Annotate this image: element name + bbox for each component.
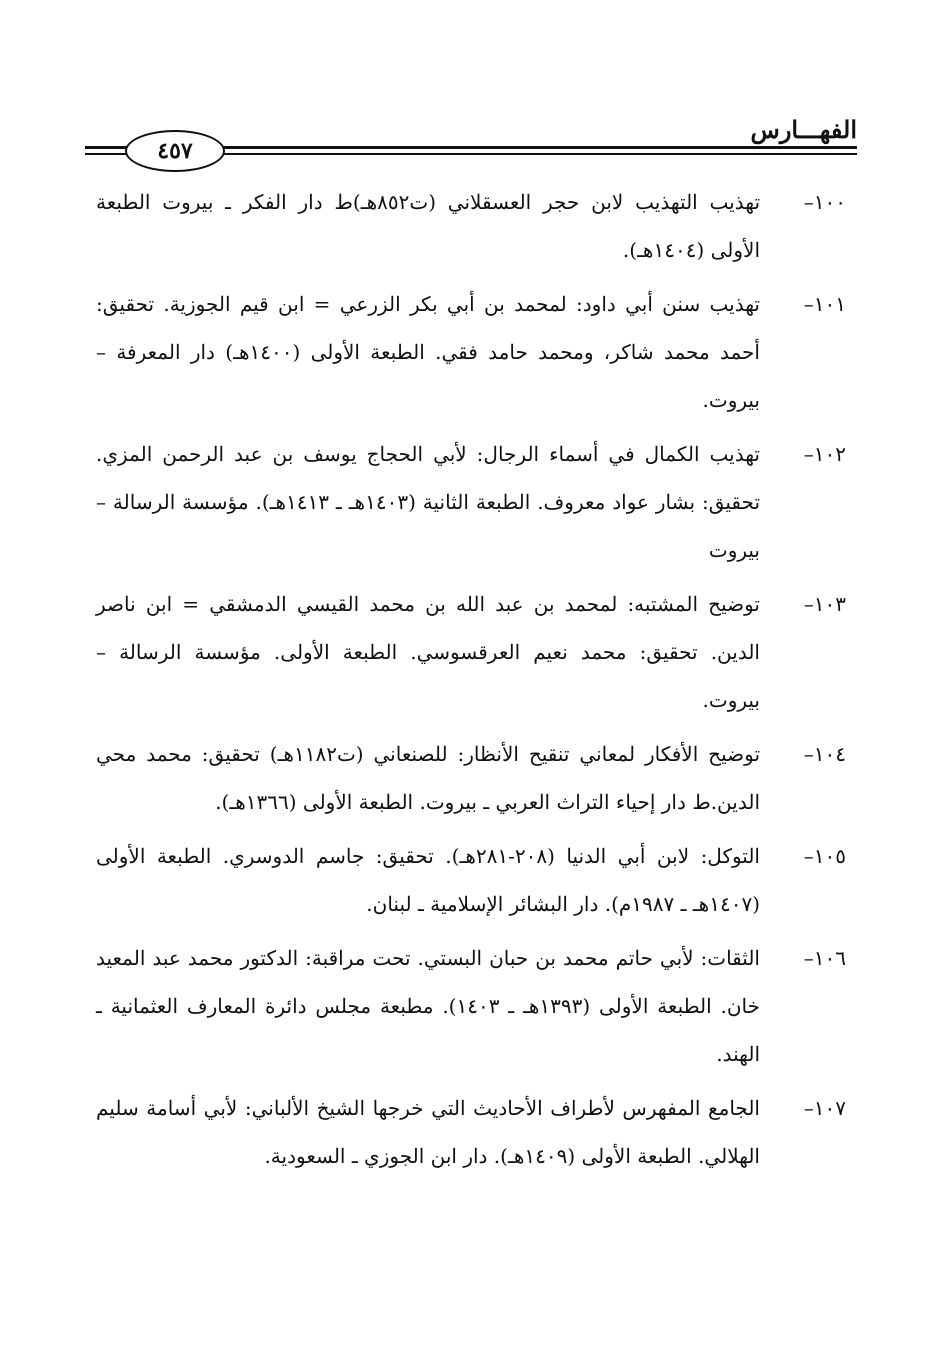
- entry-text: تهذيب سنن أبي داود: لمحمد بن أبي بكر الزرعي = ابن قيم الجوزية. تحقيق: أحمد محمد شاكر، ومحمد حامد فقي. الطبعة الأولى (١٤٠٠هـ) دار المعرفة – بيروت.: [96, 292, 760, 412]
- section-title: الفهـــارس: [743, 116, 857, 144]
- bibliography-entry-107: [96, 1084, 846, 1180]
- page-header: [85, 116, 857, 166]
- entry-text: التوكل: لابن أبي الدنيا (٢٠٨-٢٨١هـ). تحقيق: جاسم الدوسري. الطبعة الأولى (١٤٠٧هـ ـ ١٩٨٧م). دار البشائر الإسلامية ـ لبنان.: [96, 844, 760, 916]
- entry-number: ١٠١–: [803, 292, 846, 316]
- entry-text: تهذيب التهذيب لابن حجر العسقلاني (ت٨٥٢هـ)ط دار الفكر ـ بيروت الطبعة الأولى (١٤٠٤هـ).: [96, 190, 761, 262]
- entry-text: الجامع المفهرس لأطراف الأحاديث التي خرجها الشيخ الألباني: لأبي أسامة سليم الهلالي. الطبعة الأولى (١٤٠٩هـ). دار ابن الجوزي ـ السعودية.: [96, 1096, 760, 1168]
- bibliography-entry-103: [96, 580, 846, 724]
- entry-text: تهذيب الكمال في أسماء الرجال: لأبي الحجاج يوسف بن عبد الرحمن المزي. تحقيق: بشار عواد معروف. الطبعة الثانية (١٤٠٣هـ ـ ١٤١٣هـ). مؤسسة الرسالة –بيروت: [96, 442, 761, 562]
- entry-number: ١٠٧–: [803, 1096, 846, 1120]
- entry-text: توضيح الأفكار لمعاني تنقيح الأنظار: للصنعاني (ت١١٨٢هـ) تحقيق: محمد محي الدين.ط دار إحياء التراث العربي ـ بيروت. الطبعة الأولى (١٣٦٦هـ).: [96, 742, 761, 814]
- bibliography-entry-100: [96, 178, 846, 274]
- bibliography-entry-106: [96, 934, 846, 1078]
- bibliography-entry-104: [96, 730, 846, 826]
- bibliography-entry-101: [96, 280, 846, 424]
- entry-number: ١٠٦–: [803, 946, 846, 970]
- page-number: ٤٥٧: [125, 130, 225, 172]
- entry-number: ١٠٢–: [803, 442, 846, 466]
- entry-number: ١٠٣–: [803, 592, 846, 616]
- entry-number: ١٠٤–: [803, 742, 846, 766]
- bibliography-entry-105: [96, 832, 846, 928]
- entry-number: ١٠٠–: [803, 190, 846, 214]
- bibliography-list: [96, 178, 846, 1186]
- entry-text: توضيح المشتبه: لمحمد بن عبد الله بن محمد القيسي الدمشقي = ابن ناصر الدين. تحقيق: محمد نعيم العرقسوسي. الطبعة الأولى. مؤسسة الرسالة – بيروت.: [96, 592, 760, 712]
- entry-text: الثقات: لأبي حاتم محمد بن حبان البستي. تحت مراقبة: الدكتور محمد عبد المعيد خان. الطبعة الأولى (١٣٩٣هـ ـ ١٤٠٣). مطبعة مجلس دائرة المعارف العثمانية ـ الهند.: [96, 946, 761, 1066]
- entry-number: ١٠٥–: [803, 844, 846, 868]
- bibliography-entry-102: [96, 430, 846, 574]
